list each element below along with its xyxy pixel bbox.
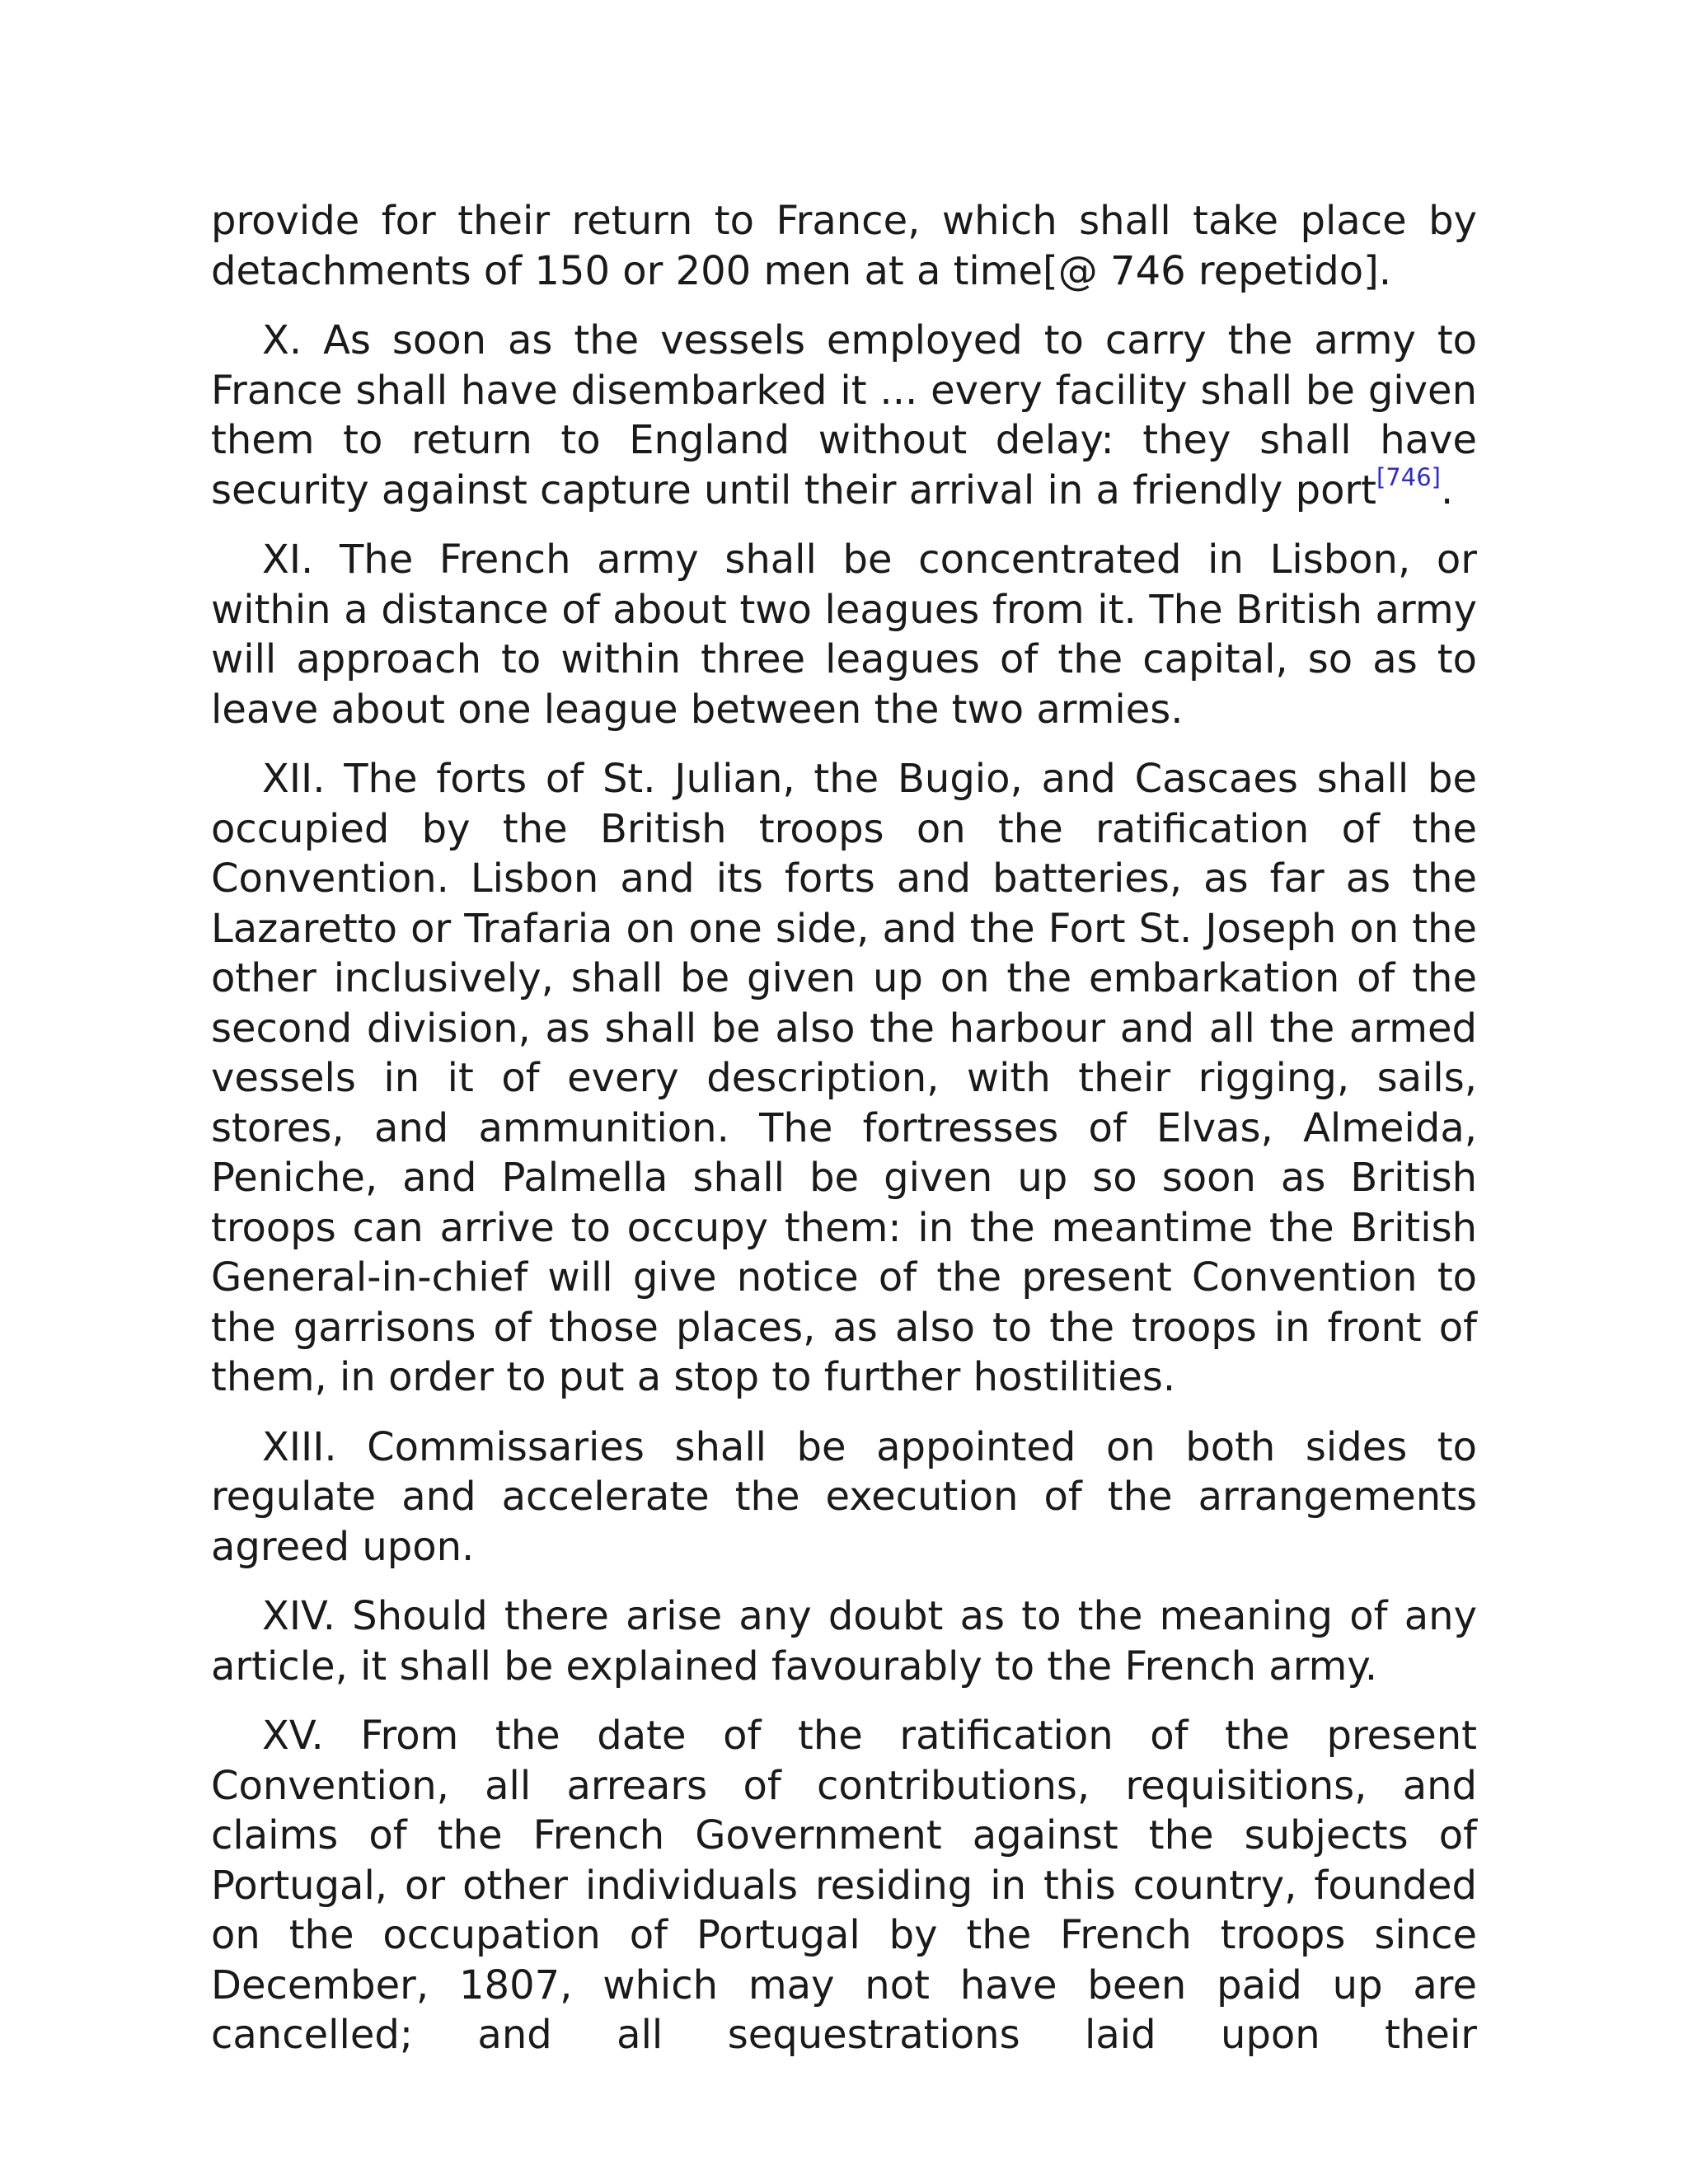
paragraph-article-x (211, 316, 1477, 515)
paragraph-text: XIV. Should there arise any doubt as to the meaning of any article, it shall be explained favourably to the French army. (211, 1593, 1477, 1690)
paragraph-article-xi (211, 535, 1477, 734)
footnote-link[interactable]: [746] (1376, 462, 1441, 491)
paragraph-article-xii (211, 754, 1477, 1403)
paragraph-text: XV. From the date of the ratification of the present Convention, all arrears of contributions, requisitions, and claims of the French Government against the subjects of Portugal, or other individuals residing in this country, founded on the occupation of Portugal by the French troops since December, 1807, which may not have been paid up are cancelled; and all sequestrations laid upon their (211, 1713, 1477, 2058)
paragraph-continuation (211, 196, 1477, 296)
paragraph-article-xiii (211, 1422, 1477, 1572)
paragraph-text: provide for their return to France, which shall take place by detachments of 150 or 200 men at a time[@ 746 repetido]. (211, 198, 1477, 294)
paragraph-article-xv (211, 1711, 1477, 2060)
paragraph-text: X. As soon as the vessels employed to carry the army to France shall have disembarked it ... every facility shall be given them to return to England without delay: they shall have security against capture until their arrival in a friendly port (211, 317, 1477, 513)
paragraph-text: XIII. Commissaries shall be appointed on both sides to regulate and accelerate the execution of the arrangements agreed upon. (211, 1423, 1477, 1570)
paragraph-text: XI. The French army shall be concentrated in Lisbon, or within a distance of about two leagues from it. The British army will approach to within three leagues of the capital, so as to leave about one league between the two armies. (211, 537, 1477, 733)
paragraph-article-xiv (211, 1591, 1477, 1691)
paragraph-text-end: . (1440, 466, 1454, 513)
paragraph-text: XII. The forts of St. Julian, the Bugio, and Cascaes shall be occupied by the British troops on the ratification of the Convention. Lisbon and its forts and batteries, as far as the Lazaretto or Trafaria on one side, and the Fort St. Joseph on the other inclusively, shall be given up on the embarkation of the second division, as shall be also the harbour and all the armed vessels in it of every description, with their rigging, sails, stores, and ammunition. The fortresses of Elvas, Almeida, Peniche, and Palmella shall be given up so soon as British troops can arrive to occupy them: in the meantime the British General-in-chief will give notice of the present Convention to the garrisons of those places, as also to the troops in front of them, in order to put a stop to further hostilities. (211, 756, 1477, 1400)
document-page (211, 196, 1477, 2080)
